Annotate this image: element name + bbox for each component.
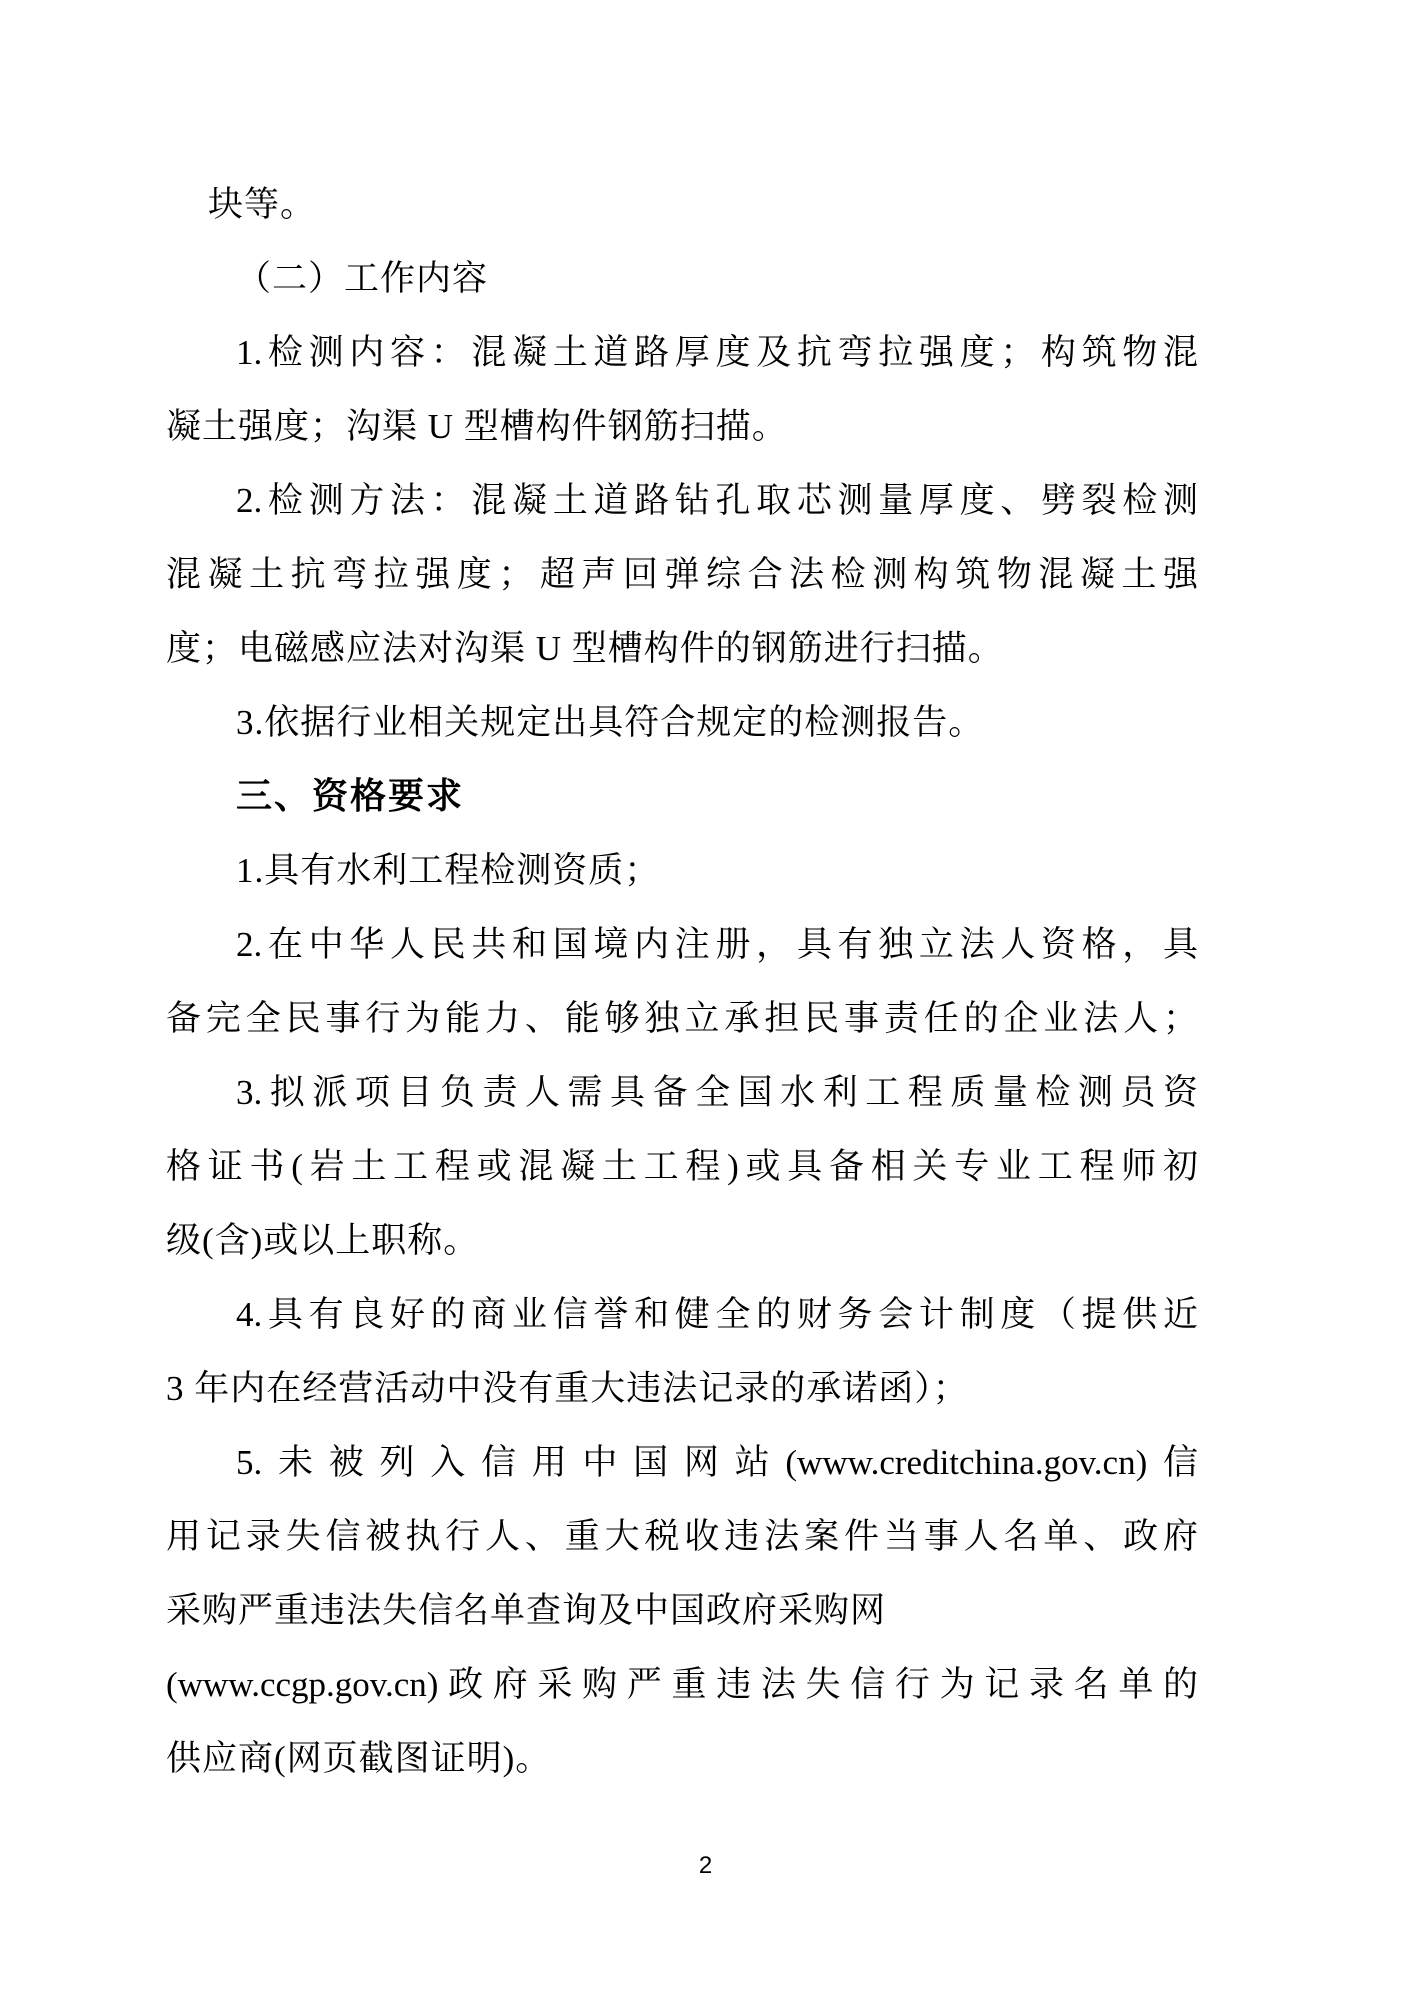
text-line: 3 年内在经营活动中没有重大违法记录的承诺函）；	[166, 1369, 969, 1408]
text-line: 3.依据行业相关规定出具符合规定的检测报告。	[236, 703, 985, 742]
text-line: 度；电磁感应法对沟渠 U 型槽构件的钢筋进行扫描。	[166, 629, 1004, 668]
page-footer	[0, 1852, 1411, 1880]
text-line: 4.具有良好的商业信誉和健全的财务会计制度（提供近	[236, 1295, 1198, 1334]
text-line: 凝土强度；沟渠 U 型槽构件钢筋扫描。	[166, 407, 788, 446]
subsection-heading-work-content: （二）工作内容	[236, 259, 489, 298]
text-line: 备完全民事行为能力、能够独立承担民事责任的企业法人；	[166, 999, 1198, 1038]
text-line: 1.具有水利工程检测资质；	[236, 851, 661, 890]
text-line: (www.ccgp.gov.cn)政府采购严重违法失信行为记录名单的	[166, 1665, 1198, 1704]
text-line: 采购严重违法失信名单查询及中国政府采购网	[166, 1591, 887, 1630]
text-line: 级(含)或以上职称。	[166, 1221, 480, 1260]
text-line: 3.拟派项目负责人需具备全国水利工程质量检测员资	[236, 1073, 1198, 1112]
text-line: 1.检测内容：混凝土道路厚度及抗弯拉强度；构筑物混	[236, 333, 1198, 372]
text-line: 5.未被列入信用中国网站(www.creditchina.gov.cn)信	[236, 1443, 1198, 1482]
text-line: 2.在中华人民共和国境内注册，具有独立法人资格，具	[236, 925, 1198, 964]
text-line: 用记录失信被执行人、重大税收违法案件当事人名单、政府	[166, 1517, 1198, 1556]
document-body	[166, 168, 1198, 1796]
text-line: 混凝土抗弯拉强度；超声回弹综合法检测构筑物混凝土强	[166, 555, 1198, 594]
section-heading-qualification-requirements: 三、资格要求	[236, 776, 465, 817]
page-number: 2	[698, 1852, 713, 1879]
text-line: 供应商(网页截图证明)。	[166, 1739, 552, 1778]
text-line: 2.检测方法：混凝土道路钻孔取芯测量厚度、劈裂检测	[236, 481, 1198, 520]
text-line: 格证书(岩土工程或混凝土工程)或具备相关专业工程师初	[166, 1147, 1198, 1186]
text-line: 块等。	[208, 185, 317, 224]
